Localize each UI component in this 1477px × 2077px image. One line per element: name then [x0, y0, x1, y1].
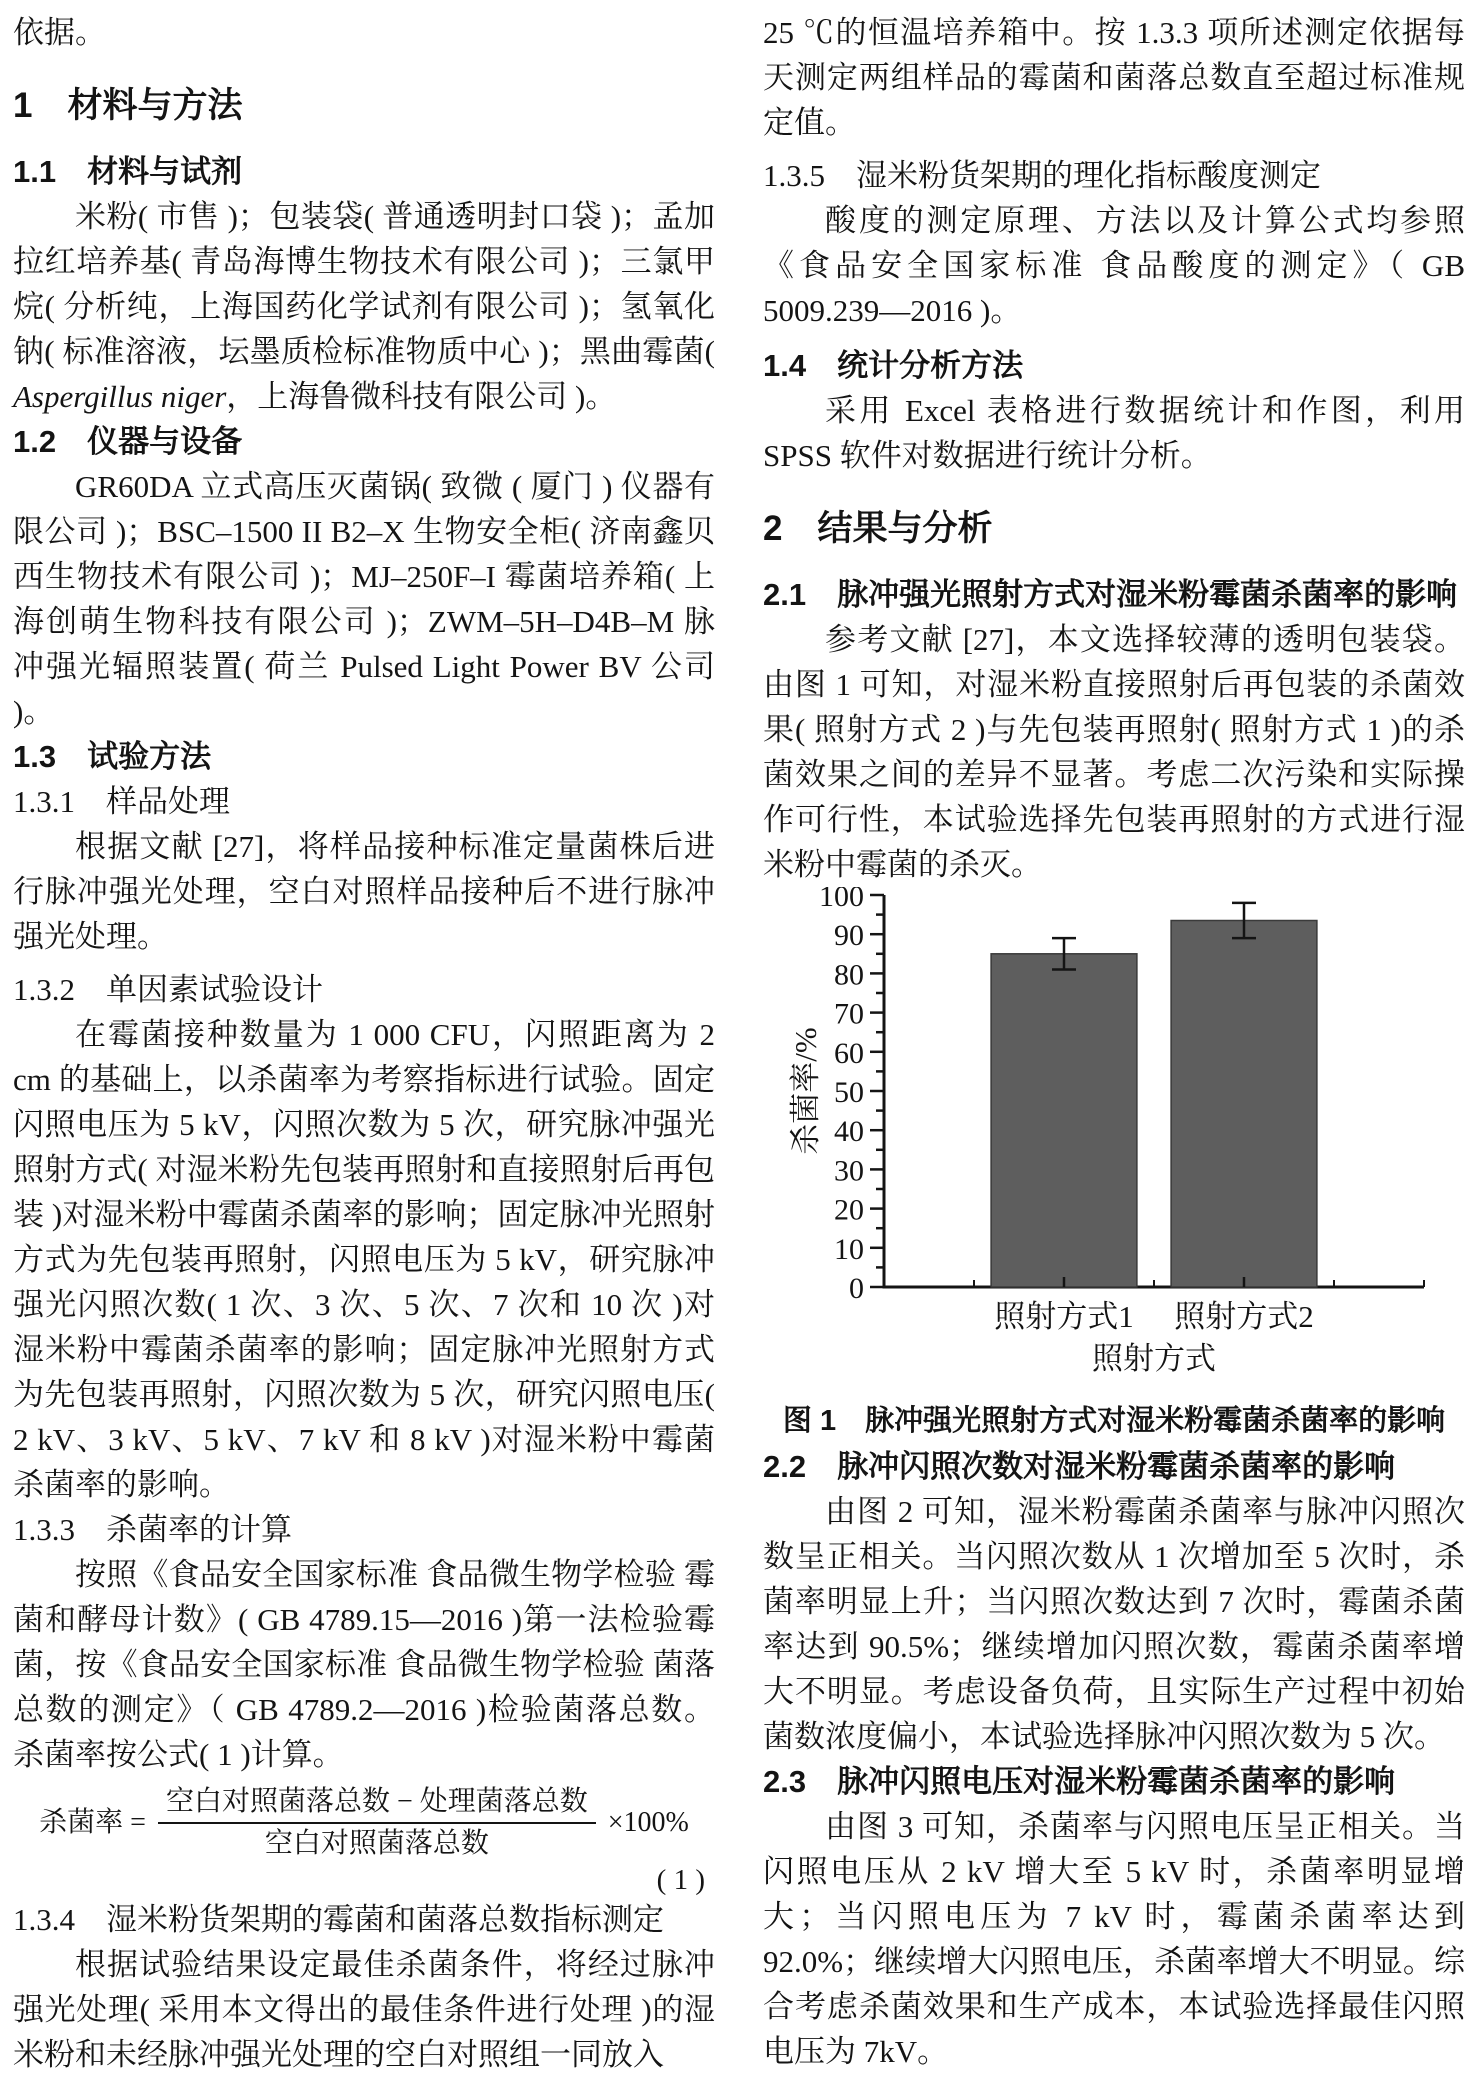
heading-sample-treatment: 1.3.1 样品处理	[13, 784, 230, 819]
formula-multiplier: ×100%	[607, 1807, 689, 1838]
y-tick-label: 80	[834, 958, 864, 992]
reagents-text-1: 米粉( 市售 )；包装袋( 普通透明封口袋 )；孟加拉红培养基( 青岛海博生物技术有限公司 )；三氯甲烷( 分析纯，上海国药化学试剂有限公司 )；氢氧化钠( 标准溶液，坛墨质检标准物质中心 )；黑曲霉菌(	[13, 199, 715, 369]
formula-lhs: 杀菌率 =	[39, 1807, 146, 1838]
y-tick-label: 50	[834, 1076, 864, 1109]
kill-rate-formula	[13, 1785, 715, 1861]
y-axis-title: 杀菌率/%	[788, 1027, 823, 1155]
y-tick-label: 0	[849, 1272, 864, 1305]
reagents-text-2: ，上海鲁微科技有限公司 )。	[226, 379, 617, 414]
y-tick-label: 70	[834, 997, 864, 1031]
y-tick-label: 100	[819, 887, 864, 913]
heading-section-2-2: 2.2 脉冲闪照次数对湿米粉霉菌杀菌率的影响	[763, 1449, 1396, 1484]
paragraph-acidity: 酸度的测定原理、方法以及计算公式均参照《食品安全国家标准 食品酸度的测定》（ GB 5009.239—2016 )。	[763, 203, 1465, 328]
paragraph-section-2-2: 由图 2 可知，湿米粉霉菌杀菌率与脉冲闪照次数呈正相关。当闪照次数从 1 次增加至 5 次时，杀菌率明显上升；当闪照次数达到 7 次时，霉菌杀菌率达到 90.5%；继续增加闪照次数，霉菌杀菌率增大不明显。考虑设备负荷，且实际生产过程中初始菌数浓度偏小，本试验选择脉冲闪照次数为 5 次。	[763, 1494, 1465, 1754]
heading-results-analysis: 2 结果与分析	[763, 509, 993, 548]
paragraph-intro-tail: 依据。	[13, 15, 106, 50]
paragraph-reagents	[13, 194, 715, 419]
right-column	[763, 10, 1465, 2074]
x-axis-title: 照射方式	[1092, 1341, 1216, 1376]
heading-single-factor: 1.3.2 单因素试验设计	[13, 972, 323, 1007]
formula-fraction	[158, 1785, 596, 1861]
heading-section-2-1: 2.1 脉冲强光照射方式对湿米粉霉菌杀菌率的影响	[763, 577, 1458, 612]
heading-statistics: 1.4 统计分析方法	[763, 348, 1024, 383]
left-column	[13, 10, 715, 2077]
x-category-label: 照射方式1	[994, 1299, 1134, 1334]
heading-equipment: 1.2 仪器与设备	[13, 424, 243, 459]
paragraph-section-2-3: 由图 3 可知，杀菌率与闪照电压呈正相关。当闪照电压从 2 kV 增大至 5 kV 时，杀菌率明显增大；当闪照电压为 7 kV 时，霉菌杀菌率达到 92.0%；继续增大闪照电压，杀菌率增大不明显。综合考虑杀菌效果和生产成本，本试验选择最佳闪照电压为 7kV。	[763, 1809, 1465, 2069]
heading-acidity: 1.3.5 湿米粉货架期的理化指标酸度测定	[763, 158, 1321, 193]
y-tick-label: 60	[834, 1036, 864, 1070]
paragraph-kill-rate-calc: 按照《食品安全国家标准 食品微生物学检验 霉菌和酵母计数》( GB 4789.15—2016 )第一法检验霉菌，按《食品安全国家标准 食品微生物学检验 菌落总数的测定》（ GB 4789.2—2016 )检验菌落总数。杀菌率按公式( 1 )计算。	[13, 1557, 715, 1772]
paragraph-section-2-1: 参考文献 [27]，本文选择较薄的透明包装袋。由图 1 可知，对湿米粉直接照射后再包装的杀菌效果( 照射方式 2 )与先包装再照射( 照射方式 1 )的杀菌效果之间的差异不显著。考虑二次污染和实际操作可行性，本试验选择先包装再照射的方式进行湿米粉中霉菌的杀灭。	[763, 622, 1465, 882]
heading-materials-methods: 1 材料与方法	[13, 86, 243, 125]
heading-kill-rate-calc: 1.3.3 杀菌率的计算	[13, 1512, 292, 1547]
paragraph-single-factor: 在霉菌接种数量为 1 000 CFU，闪照距离为 2 cm 的基础上，以杀菌率为考察指标进行试验。固定闪照电压为 5 kV，闪照次数为 5 次，研究脉冲强光照射方式( 对湿米粉先包装再照射和直接照射后再包装 )对湿米粉中霉菌杀菌率的影响；固定脉冲光照射方式为先包装再照射，闪照电压为 5 kV，研究脉冲强光闪照次数( 1 次、3 次、5 次、7 次和 10 次 )对湿米粉中霉菌杀菌率的影响；固定脉冲光照射方式为先包装再照射，闪照次数为 5 次，研究闪照电压( 2 kV、3 kV、5 kV、7 kV 和 8 kV )对湿米粉中霉菌杀菌率的影响。	[13, 1017, 715, 1502]
paragraph-statistics: 采用 Excel 表格进行数据统计和作图，利用 SPSS 软件对数据进行统计分析。	[763, 393, 1465, 473]
y-tick-label: 20	[834, 1193, 864, 1227]
y-tick-label: 90	[834, 919, 864, 953]
paragraph-sample-treatment: 根据文献 [27]，将样品接种标准定量菌株后进行脉冲强光处理，空白对照样品接种后不进行脉冲强光处理。	[13, 829, 715, 954]
x-category-label: 照射方式2	[1174, 1299, 1314, 1334]
bar	[1171, 921, 1317, 1288]
paragraph-equipment: GR60DA 立式高压灭菌锅( 致微 ( 厦门 ) 仪器有限公司 )；BSC–1500 II B2–X 生物安全柜( 济南鑫贝西生物技术有限公司 )；MJ–250F–I 霉菌培养箱( 上海创萌生物科技有限公司 )；ZWM–5H–D4B–M 脉冲强光辐照装置( 荷兰 Pulsed Light Power BV 公司 )。	[13, 469, 715, 729]
figure1-chart	[784, 887, 1444, 1387]
figure1	[763, 887, 1465, 1444]
species-name: Aspergillus niger	[13, 379, 227, 414]
formula-numerator: 空白对照菌落总数 − 处理菌落总数	[158, 1785, 596, 1824]
formula-denominator: 空白对照菌落总数	[264, 1828, 489, 1859]
y-tick-label: 10	[834, 1232, 864, 1266]
bar	[991, 954, 1137, 1287]
figure1-chart-wrap	[784, 887, 1444, 1399]
figure1-caption: 图 1 脉冲强光照射方式对湿米粉霉菌杀菌率的影响	[782, 1405, 1446, 1437]
heading-section-2-3: 2.3 脉冲闪照电压对湿米粉霉菌杀菌率的影响	[763, 1764, 1396, 1799]
heading-shelf-life-mold: 1.3.4 湿米粉货架期的霉菌和菌落总数指标测定	[13, 1902, 664, 1937]
equation-number: ( 1 )	[656, 1864, 705, 1896]
paragraph-shelf-life-cont: 25 ℃的恒温培养箱中。按 1.3.3 项所述测定依据每天测定两组样品的霉菌和菌落总数直至超过标准规定值。	[763, 15, 1465, 140]
y-tick-label: 40	[834, 1115, 864, 1149]
paragraph-shelf-life-mold: 根据试验结果设定最佳杀菌条件，将经过脉冲强光处理( 采用本文得出的最佳条件进行处理 )的湿米粉和未经脉冲强光处理的空白对照组一同放入	[13, 1947, 715, 2072]
heading-methods: 1.3 试验方法	[13, 739, 212, 774]
y-tick-label: 30	[834, 1154, 864, 1188]
heading-reagents: 1.1 材料与试剂	[13, 154, 243, 189]
